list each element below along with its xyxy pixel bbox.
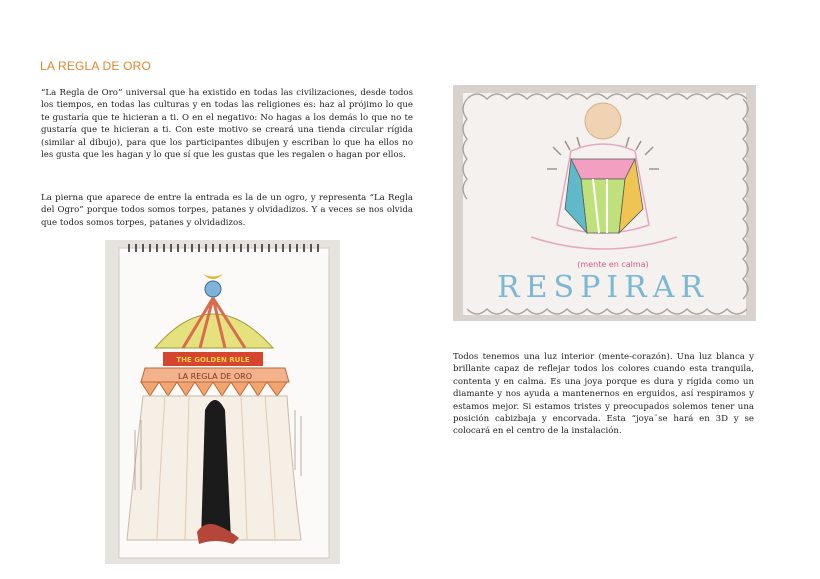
intro-paragraph: “La Regla de Oro” universal que ha existido en todas las civilizaciones, desde todos los tiempos, en todas las culturas y en todas las religiones es: haz al prójimo lo que te gustaría que te hicieran a ti. O en el negativo: No hagas a los demás lo que no te gustaría que te hicieran a ti. Con este motivo se creará una tienda circular rígida (similar al dibujo), para que los participantes dibujen y escriban lo que ha ellos no les gusta que les hagan y lo que sí que les gustas que les regalen o hagan por ellos. xyxy=(41,88,413,161)
gem-caption-large: RESPIRAR xyxy=(497,270,709,305)
jewel-paragraph: Todos tenemos una luz interior (mente-corazón). Una luz blanca y brillante capaz de reflejar todos los colores cuando esta tranquila, contenta y en calma. Es una joya porque es dura y rígida como un diamante y nos ayuda a mantenernos en erguidos, así respiramos y estamos mejor. Si estamos tristes y preocupados solemos tener una posición cabizbaja y encorvada. Esta “joya¨se hará en 3D y se colocará en el centro de la instalación. xyxy=(453,352,754,437)
tent-ribbon-text: LA REGLA DE ORO xyxy=(177,372,253,381)
gem-drawing-photo xyxy=(453,85,756,321)
ogre-paragraph: La pierna que aparece de entre la entrada es la de un ogro, y representa “La Regla del Ogro” porque todos somos torpes, patanes y olvidadizos. Y a veces se nos olvida que todos somos torpes, patanes y olvidadizos. xyxy=(41,193,413,228)
page-title: LA REGLA DE ORO xyxy=(40,59,152,73)
tent-banner-text: THE GOLDEN RULE xyxy=(176,356,250,364)
gem-caption-small: (mente en calma) xyxy=(577,260,649,269)
tent-drawing-photo xyxy=(105,240,340,564)
